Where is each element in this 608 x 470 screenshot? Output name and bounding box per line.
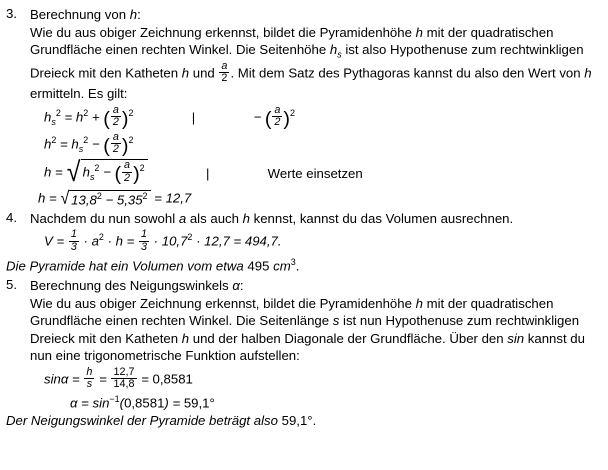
item-number-5: 5.: [6, 277, 17, 293]
equation-sin-s: 14,8: [113, 378, 135, 391]
equation-3-separator: |: [205, 165, 210, 181]
item-3-heading: [30, 6, 602, 24]
list-item-3: [0, 6, 608, 209]
equation-1-separator: |: [191, 110, 196, 126]
note-volume-end: .: [295, 258, 300, 274]
item-number-4: 4.: [6, 209, 17, 225]
equation-4-left: h = √ $13,8^2 - 5,35^2$ = 12,7: [38, 188, 192, 209]
equation-alpha-result: 59,1°: [183, 394, 215, 410]
item-5-heading-prefix: Berechnung des Neigungswinkels: [30, 278, 233, 294]
note-angle-end: .: [312, 413, 317, 429]
item-body-3: [30, 6, 608, 209]
equation-sin-h: 12,7: [113, 365, 135, 378]
equation-4: [30, 190, 602, 208]
equation-3: [30, 156, 602, 188]
item-3-heading-var: h: [129, 7, 138, 22]
item-body-5: [30, 277, 608, 410]
equation-volume-result: 494,7: [244, 233, 278, 249]
equation-sin-result: 0,8581: [152, 371, 193, 387]
equation-3-note: Werte einsetzen: [267, 165, 363, 181]
note-angle: [0, 412, 608, 430]
item-number-3: 3.: [6, 6, 17, 21]
item-3-paragraph: Wie du aus obiger Zeichnung erkennst, bildet die Pyramidenhöhe h mit der quadratischen Grundfläche einen rechten Winkel. Die Seitenhöhe $h_s$ ist also Hypothenuse zum rechtwinkligen Dreieck mit den Katheten h und $\frac{a}{2}$ . Mit dem Satz des Pythagoras kannst du also den Wert von h ermitteln. Es gilt:: [30, 24, 592, 102]
equation-4-ahalf: 5,35: [116, 192, 143, 208]
equation-1-left: $h_s^2 = h^2$ + ( $\frac{a}{2}$ )$^2$: [44, 103, 134, 130]
list-item-5: [0, 277, 608, 410]
equation-4-result: 12,7: [165, 190, 192, 206]
equation-4-hs: 13,8: [71, 192, 97, 208]
equation-1: [30, 103, 602, 130]
item-5-paragraph: Wie du aus obiger Zeichnung erkennst, bildet die Pyramidenhöhe h mit der quadratischen Grundfläche einen rechten Winkel. Die Seitenlänge s ist nun Hypothenuse zum rechtwinkligen Dreieck mit den Katheten h und der halben Diagonale der Grundfläche. Über den sin kannst du nun eine trigonometrische Funktion aufstellen:: [30, 295, 585, 364]
item-3-heading-suffix: :: [137, 7, 141, 22]
equation-volume-a: 10,7: [161, 233, 188, 249]
note-volume: [0, 257, 608, 275]
item-5-heading-suffix: :: [239, 278, 244, 294]
note-volume-value: 495: [247, 258, 270, 274]
note-angle-text: Der Neigungswinkel der Pyramide beträgt also: [6, 413, 282, 429]
equation-alpha: [30, 395, 602, 410]
equation-sin: [30, 365, 602, 392]
equation-volume-h: 12,7: [204, 233, 230, 249]
equation-3-left: h = √ $h_s^2$ − ( $\frac{a}{2}$ )$^2$: [44, 159, 148, 187]
item-5-heading-var: α: [232, 278, 240, 294]
list-item-4: [0, 210, 608, 255]
equation-2-left: $h^2 = h_s^2$ − ( $\frac{a}{2}$ )$^2$: [44, 130, 134, 157]
equation-alpha-expr: $\alpha = \sin^{-1}(0,8581) = 59,1^\circ$: [70, 393, 215, 410]
equation-volume: [30, 230, 602, 254]
equation-sin-expr: sinα = $\frac{h}{s}$ = $\frac{12,7}{14,8}$ = 0,8581: [44, 365, 193, 391]
note-volume-text: Die Pyramide hat ein Volumen vom etwa: [6, 258, 248, 274]
equation-alpha-arg: 0,8581: [124, 394, 165, 410]
equation-2: [30, 130, 602, 157]
item-3-heading-prefix: Berechnung von: [30, 7, 130, 22]
equation-volume-expr: V = $\frac{1}{3}$ · $a^2 \cdot h$ = $\frac{1}{3}$ · $10,7^2 \cdot 12,7 = 494,7$.: [44, 228, 282, 253]
item-5-heading: [30, 277, 602, 295]
note-volume-unit: cm: [273, 258, 291, 274]
item-4-paragraph: Nachdem du nun sowohl a als auch h kennst, kannst du das Volumen ausrechnen.: [30, 210, 514, 226]
note-angle-value: 59,1°: [281, 413, 313, 429]
equation-1-right: − ( $\frac{a}{2}$ )$^2$: [253, 103, 296, 130]
note-volume-unit-exp: 3: [290, 257, 296, 268]
item-body-4: [30, 210, 608, 255]
